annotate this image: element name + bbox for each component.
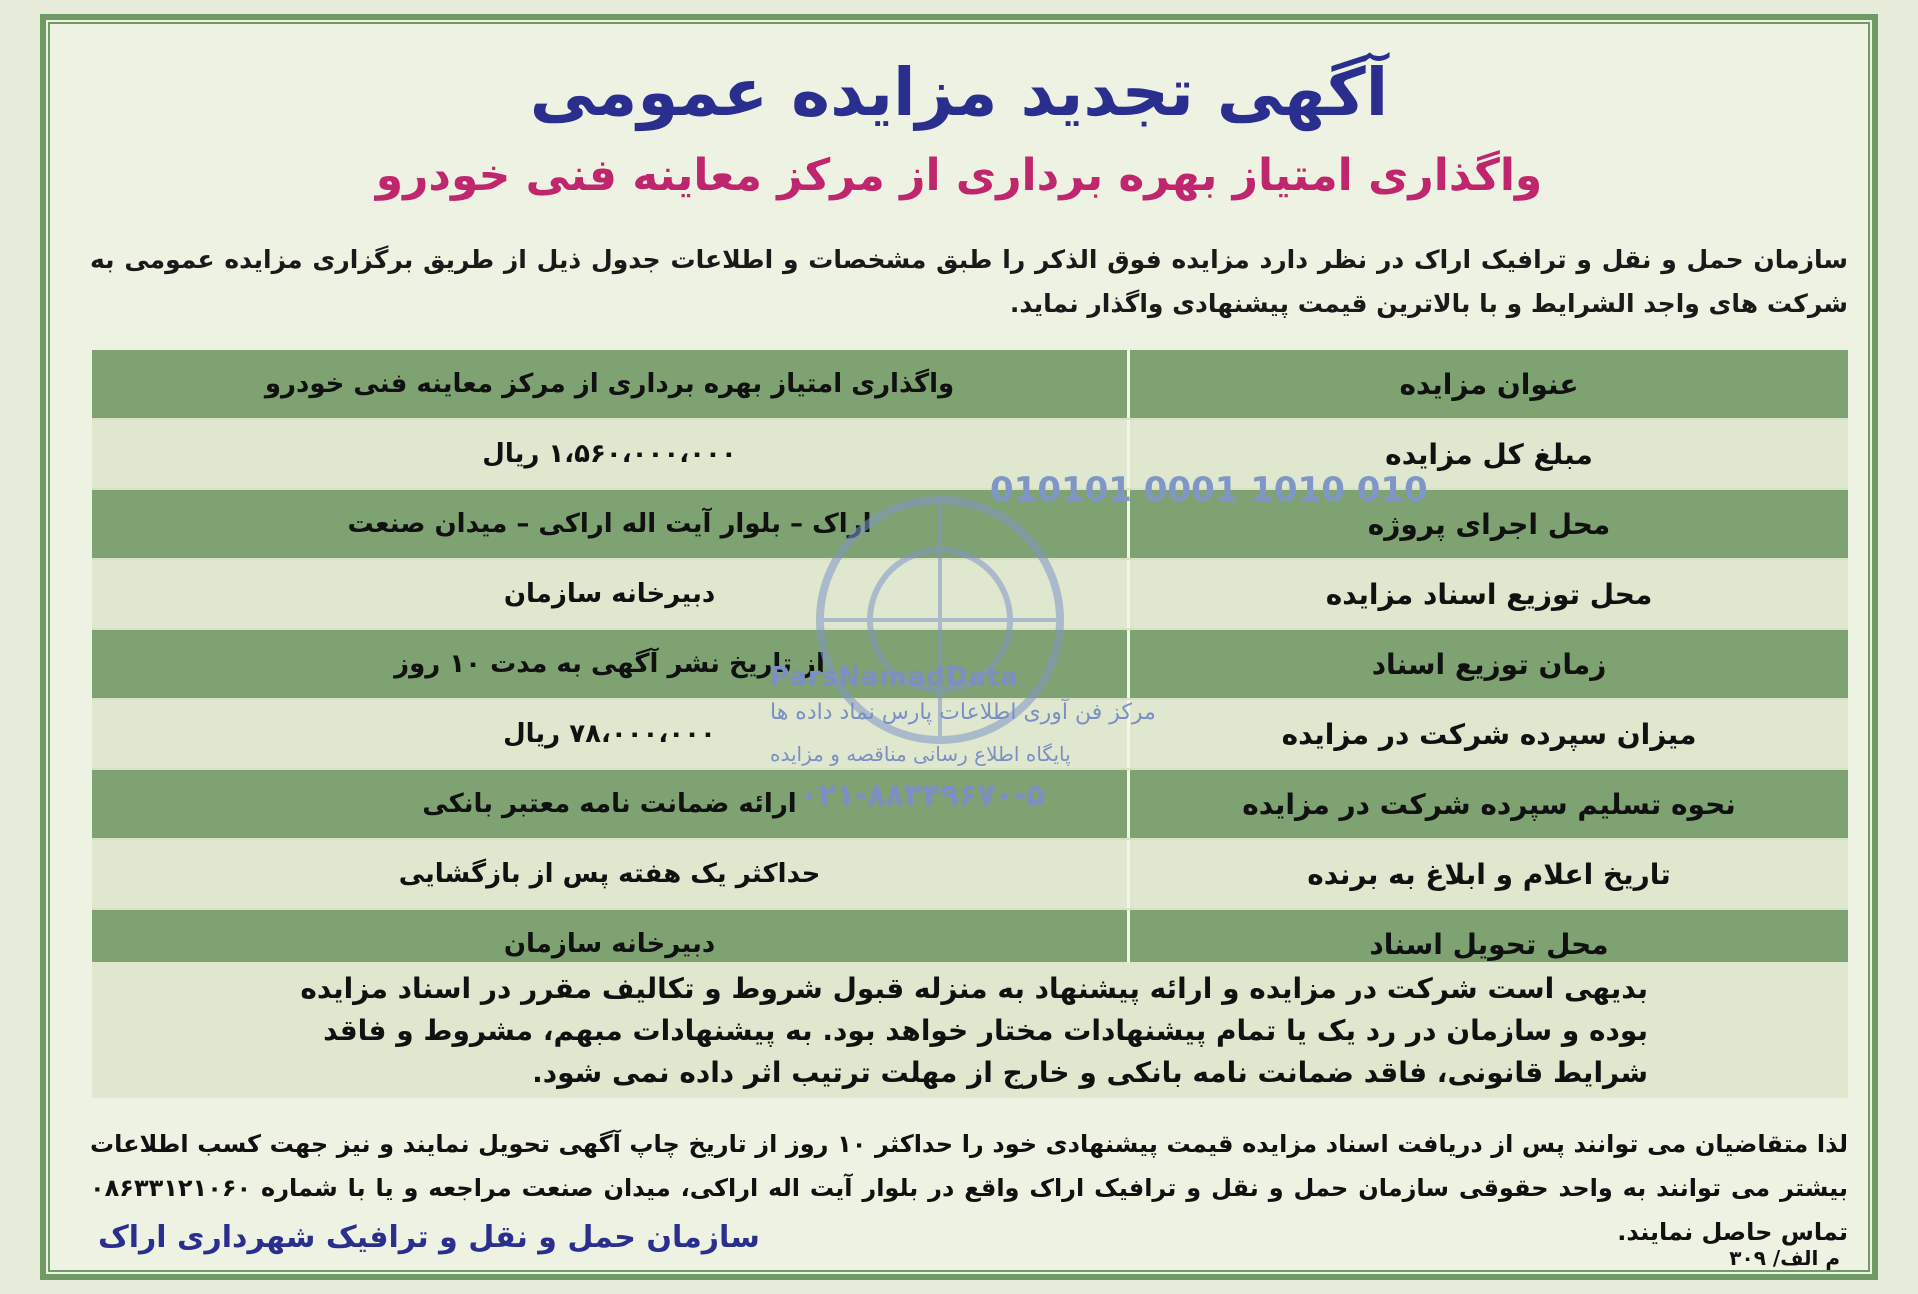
watermark-phone: ۰۲۱-۸۸۳۴۹۶۷۰-۵ [800, 778, 1045, 813]
watermark-line2: پایگاه اطلاع رسانی مناقصه و مزایده [770, 742, 1071, 766]
watermark-logo-icon [760, 470, 1160, 830]
notice-subtitle: واگذاری امتیاز بهره برداری از مرکز معاینه فنی خودرو [375, 150, 1543, 201]
terms-note: بدیهی است شرکت در مزایده و ارائه پیشنهاد به منزله قبول شروط و تکالیف مقرر در اسناد مزایده بوده و سازمان در رد یک یا تمام پیشنهادات مختار خواهد بود. به پیشنهادات مبهم، مشروط و فاقد شرایط قانونی، فاقد ضمانت نامه بانکی و خارج از مهلت ترتیب اثر داده نمی شود. [92, 962, 1848, 1098]
row-key: تاریخ اعلام و ابلاغ به برنده [1127, 840, 1848, 908]
table-row [92, 350, 1848, 420]
footer-paragraph: لذا متقاضیان می توانند پس از دریافت اسناد مزایده قیمت پیشنهادی خود را حداکثر ۱۰ روز از تاریخ چاپ آگهی تحویل نمایند و نیز جهت کسب اطلاعات بیشتر می توانند به واحد حقوقی سازمان حمل و نقل و ترافیک اراک واقع در بلوار آیت اله اراکی، میدان صنعت مراجعه و یا با شماره ۰۸۶۳۳۱۲۱۰۶۰ تماس حاصل نمایند. [90, 1130, 1848, 1246]
row-key: مبلغ کل مزایده [1127, 420, 1848, 488]
row-value: ۷۸،۰۰۰،۰۰۰ ریال [503, 719, 716, 749]
row-key: عنوان مزایده [1127, 350, 1848, 418]
row-value: دبیرخانه سازمان [503, 579, 716, 609]
row-key: میزان سپرده شرکت در مزایده [1127, 700, 1848, 768]
row-key: محل اجرای پروژه [1127, 490, 1848, 558]
watermark-brand: ParsNamadData [770, 662, 1019, 692]
row-value: ارائه ضمانت نامه معتبر بانکی [422, 789, 797, 819]
watermark-line1: مرکز فن آوری اطلاعات پارس نماد داده ها [770, 700, 1156, 725]
row-value: اراک – بلوار آیت اله اراکی – میدان صنعت [347, 509, 872, 539]
issuer-signature: سازمان حمل و نقل و ترافیک شهرداری اراک [98, 1220, 760, 1255]
intro-paragraph: سازمان حمل و نقل و ترافیک اراک در نظر دارد مزایده فوق الذکر را طبق مشخصات و اطلاعات جدول ذیل از طریق برگزاری مزایده عمومی به شرکت های واجد الشرایط و با بالاترین قیمت پیشنهادی واگذار نماید. [90, 245, 1848, 318]
row-key: محل تحویل اسناد [1127, 910, 1848, 978]
row-key: زمان توزیع اسناد [1127, 630, 1848, 698]
row-value: ۱،۵۶۰،۰۰۰،۰۰۰ ریال [482, 439, 737, 469]
row-value: دبیرخانه سازمان [503, 929, 716, 959]
watermark-binary: 010101 0001 1010 010 [990, 470, 1428, 510]
row-value: از تاریخ نشر آگهی به مدت ۱۰ روز [394, 649, 825, 679]
ad-code: م الف/ ۳۰۹ [1729, 1246, 1840, 1270]
row-value: حداکثر یک هفته پس از بازگشایی [398, 859, 821, 889]
row-value: واگذاری امتیاز بهره برداری از مرکز معاینه فنی خودرو [264, 369, 955, 399]
row-key: نحوه تسلیم سپرده شرکت در مزایده [1127, 770, 1848, 838]
notice-title: آگهی تجدید مزایده عمومی [529, 54, 1389, 131]
row-key: محل توزیع اسناد مزایده [1127, 560, 1848, 628]
table-row [92, 840, 1848, 910]
